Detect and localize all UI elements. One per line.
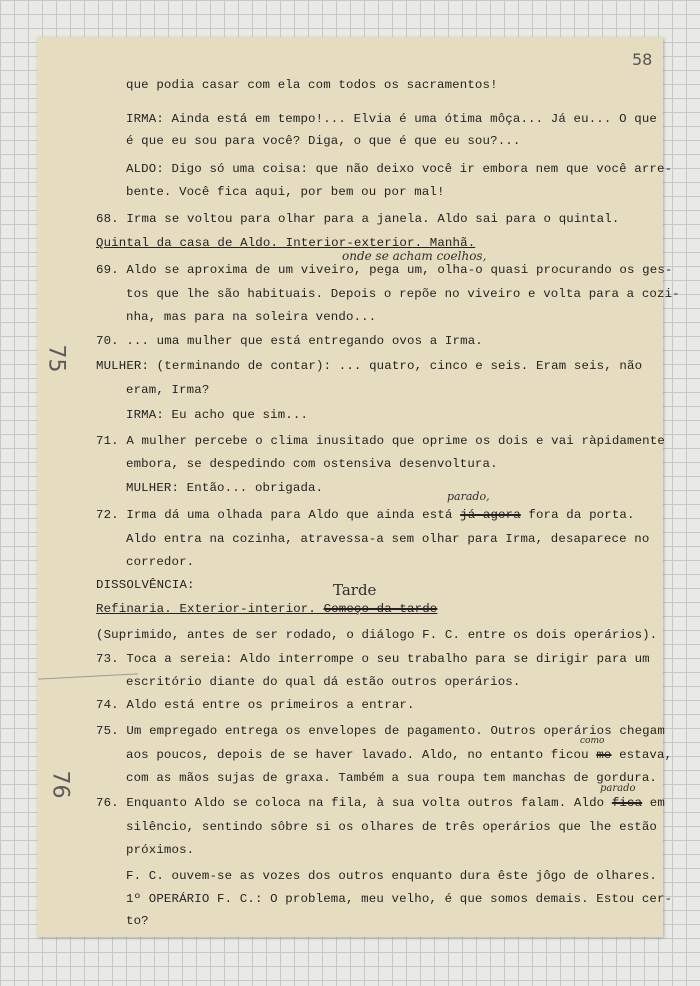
text-line: 73. Toca a sereia: Aldo interrompe o seu trabalho para se dirigir para um [96,652,650,666]
text-line: que podia casar com ela com todos os sacramentos! [126,78,498,92]
text-line: com as mãos sujas de graxa. Também a sua roupa tem manchas de gordura. [126,771,657,785]
struck-text: já agora [460,508,521,522]
text-line: 1º OPERÁRIO F. C.: O problema, meu velho, é que somos demais. Estou cer- [126,892,673,906]
text-line: Aldo entra na cozinha, atravessa-a sem olhar para Irma, desaparece no [126,532,650,546]
text-line: 74. Aldo está entre os primeiros a entrar. [96,698,415,712]
text-line: DISSOLVÊNCIA: [96,578,195,592]
text-line: embora, se despedindo com ostensiva desenvoltura. [126,457,498,471]
text-line: bente. Você fica aqui, por bem ou por mal! [126,185,445,199]
text-line: to? [126,914,149,928]
text-line: escritório diante do qual dá estão outros operários. [126,675,521,689]
text-line: IRMA: Ainda está em tempo!... Elvia é uma ótima môça... Já eu... O que [126,112,657,126]
text-line: tos que lhe são habituais. Depois o repõe no viveiro e volta para a cozi- [126,287,680,301]
text-line: 68. Irma se voltou para olhar para a janela. Aldo sai para o quintal. [96,212,620,226]
margin-note-75: 75 [43,344,69,373]
struck-text: fica [611,796,643,810]
text-line: próximos. [126,843,195,857]
handwritten-insert: onde se acham coelhos, [342,249,487,263]
text-line: é que eu sou para você? Diga, o que é que eu sou?... [126,134,521,148]
text-line: corredor. [126,555,195,569]
handwritten-insert: parado, [447,490,490,503]
text-line: IRMA: Eu acho que sim... [126,408,309,422]
scene-heading: Quintal da casa de Aldo. Interior-exterior. Manhã. [96,236,476,250]
text-line: ALDO: Digo só uma coisa: que não deixo você ir embora nem que você arre- [126,162,673,176]
text-line: MULHER: Então... obrigada. [126,481,324,495]
scene-heading: Refinaria. Exterior-interior. Começo da tarde [96,602,438,616]
handwritten-insert: como [580,736,605,746]
struck-text: Começo da tarde [323,602,438,616]
page-number: 58 [632,50,653,69]
text-line: eram, Irma? [126,383,210,397]
text-line: aos poucos, depois de se haver lavado. Aldo, no entanto ficou me estava, [126,748,673,762]
struck-text: me [596,748,612,762]
margin-note-76: 76 [47,770,73,799]
text-line: F. C. ouvem-se as vozes dos outros enquanto dura êste jôgo de olhares. [126,869,657,883]
text-line: 72. Irma dá uma olhada para Aldo que ainda está já agora fora da porta. [96,508,635,522]
text-line: MULHER: (terminando de contar): ... quatro, cinco e seis. Eram seis, não [96,359,643,373]
text-line: 76. Enquanto Aldo se coloca na fila, à sua volta outros falam. Aldo fica em [96,796,665,810]
text-line: (Suprimido, antes de ser rodado, o diálogo F. C. entre os dois operários). [96,628,658,642]
handwritten-insert: parado [600,783,636,794]
text-line: 69. Aldo se aproxima de um viveiro, pega um, olha-o quasi procurando os ges- [96,263,673,277]
text-line: nha, mas para na soleira vendo... [126,310,377,324]
text-line: 70. ... uma mulher que está entregando ovos a Irma. [96,334,483,348]
handwritten-insert: Tarde [333,581,377,599]
text-line: silêncio, sentindo sôbre si os olhares de três operários que lhe estão [126,820,657,834]
text-line: 71. A mulher percebe o clima inusitado que oprime os dois e vai ràpidamente [96,434,665,448]
text-line: 75. Um empregado entrega os envelopes de pagamento. Outros operários chegam [96,724,665,738]
